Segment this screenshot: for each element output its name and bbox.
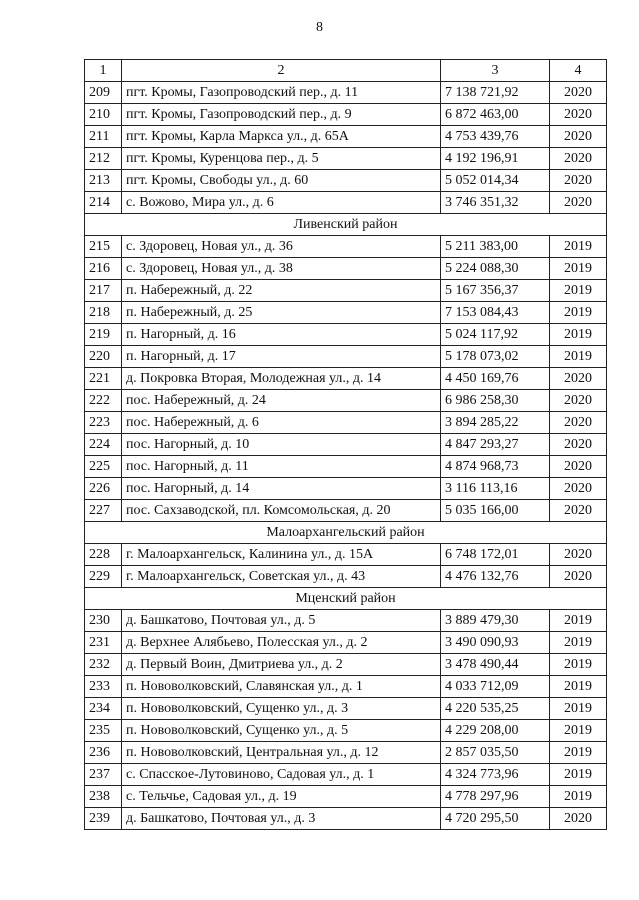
- table-row: [85, 104, 607, 126]
- row-number: 236: [85, 742, 122, 764]
- row-address: п. Набережный, д. 25: [122, 302, 441, 324]
- row-cost: 4 192 196,91: [441, 148, 550, 170]
- table-row: [85, 610, 607, 632]
- row-year: 2020: [550, 148, 607, 170]
- row-address: г. Малоархангельск, Советская ул., д. 43: [122, 566, 441, 588]
- row-address: пос. Нагорный, д. 14: [122, 478, 441, 500]
- row-year: 2020: [550, 170, 607, 192]
- row-number: 228: [85, 544, 122, 566]
- row-cost: 5 024 117,92: [441, 324, 550, 346]
- table-row: [85, 654, 607, 676]
- row-cost: 2 857 035,50: [441, 742, 550, 764]
- row-address: пгт. Кромы, Газопроводский пер., д. 9: [122, 104, 441, 126]
- row-cost: 5 178 073,02: [441, 346, 550, 368]
- row-year: 2019: [550, 720, 607, 742]
- row-address: пгт. Кромы, Карла Маркса ул., д. 65А: [122, 126, 441, 148]
- district-row: [85, 522, 607, 544]
- row-number: 220: [85, 346, 122, 368]
- table-row: [85, 236, 607, 258]
- row-cost: 6 986 258,30: [441, 390, 550, 412]
- row-year: 2019: [550, 302, 607, 324]
- table-row: [85, 434, 607, 456]
- row-year: 2019: [550, 632, 607, 654]
- row-year: 2019: [550, 610, 607, 632]
- row-address: с. Здоровец, Новая ул., д. 38: [122, 258, 441, 280]
- table-row: [85, 720, 607, 742]
- row-cost: 5 224 088,30: [441, 258, 550, 280]
- row-year: 2020: [550, 412, 607, 434]
- row-year: 2019: [550, 280, 607, 302]
- table-row: [85, 170, 607, 192]
- row-address: п. Нововолковский, Сущенко ул., д. 3: [122, 698, 441, 720]
- row-address: п. Набережный, д. 22: [122, 280, 441, 302]
- row-year: 2019: [550, 324, 607, 346]
- row-cost: 4 476 132,76: [441, 566, 550, 588]
- district-row: [85, 214, 607, 236]
- housing-register-table: [84, 59, 607, 830]
- row-address: п. Нововолковский, Центральная ул., д. 12: [122, 742, 441, 764]
- row-address: п. Нововолковский, Сущенко ул., д. 5: [122, 720, 441, 742]
- table-row: [85, 192, 607, 214]
- row-cost: 3 746 351,32: [441, 192, 550, 214]
- row-number: 212: [85, 148, 122, 170]
- row-address: п. Нагорный, д. 16: [122, 324, 441, 346]
- row-address: г. Малоархангельск, Калинина ул., д. 15А: [122, 544, 441, 566]
- row-cost: 4 874 968,73: [441, 456, 550, 478]
- table-row: [85, 808, 607, 830]
- column-header-2: 2: [122, 60, 441, 82]
- table-row: [85, 82, 607, 104]
- table-body: [85, 60, 607, 830]
- row-number: 226: [85, 478, 122, 500]
- row-number: 218: [85, 302, 122, 324]
- row-number: 225: [85, 456, 122, 478]
- table-row: [85, 324, 607, 346]
- row-cost: 4 220 535,25: [441, 698, 550, 720]
- row-number: 239: [85, 808, 122, 830]
- row-year: 2020: [550, 126, 607, 148]
- table-row: [85, 302, 607, 324]
- row-address: д. Башкатово, Почтовая ул., д. 3: [122, 808, 441, 830]
- row-year: 2020: [550, 566, 607, 588]
- table-row: [85, 368, 607, 390]
- row-year: 2020: [550, 500, 607, 522]
- row-address: д. Башкатово, Почтовая ул., д. 5: [122, 610, 441, 632]
- row-cost: 7 153 084,43: [441, 302, 550, 324]
- row-year: 2020: [550, 434, 607, 456]
- row-address: пгт. Кромы, Газопроводский пер., д. 11: [122, 82, 441, 104]
- row-year: 2020: [550, 368, 607, 390]
- row-number: 217: [85, 280, 122, 302]
- row-address: п. Нагорный, д. 17: [122, 346, 441, 368]
- row-year: 2019: [550, 698, 607, 720]
- row-address: с. Тельчье, Садовая ул., д. 19: [122, 786, 441, 808]
- table-row: [85, 742, 607, 764]
- table-row: [85, 478, 607, 500]
- row-address: с. Здоровец, Новая ул., д. 36: [122, 236, 441, 258]
- column-header-3: 3: [441, 60, 550, 82]
- row-year: 2020: [550, 544, 607, 566]
- row-number: 234: [85, 698, 122, 720]
- row-address: пгт. Кромы, Свободы ул., д. 60: [122, 170, 441, 192]
- row-year: 2019: [550, 676, 607, 698]
- table-row: [85, 412, 607, 434]
- page-number: 8: [316, 20, 323, 35]
- row-cost: 4 720 295,50: [441, 808, 550, 830]
- row-address: д. Верхнее Алябьево, Полесская ул., д. 2: [122, 632, 441, 654]
- row-cost: 6 748 172,01: [441, 544, 550, 566]
- table-row: [85, 764, 607, 786]
- row-number: 213: [85, 170, 122, 192]
- row-cost: 5 052 014,34: [441, 170, 550, 192]
- row-number: 237: [85, 764, 122, 786]
- row-address: пгт. Кромы, Куренцова пер., д. 5: [122, 148, 441, 170]
- row-year: 2019: [550, 742, 607, 764]
- table-row: [85, 148, 607, 170]
- row-year: 2020: [550, 390, 607, 412]
- row-address: п. Нововолковский, Славянская ул., д. 1: [122, 676, 441, 698]
- row-number: 215: [85, 236, 122, 258]
- row-address: пос. Нагорный, д. 10: [122, 434, 441, 456]
- row-cost: 4 324 773,96: [441, 764, 550, 786]
- table-row: [85, 456, 607, 478]
- row-number: 235: [85, 720, 122, 742]
- table-row: [85, 676, 607, 698]
- row-number: 233: [85, 676, 122, 698]
- row-cost: 4 450 169,76: [441, 368, 550, 390]
- column-header-row: [85, 60, 607, 82]
- row-number: 210: [85, 104, 122, 126]
- row-address: пос. Нагорный, д. 11: [122, 456, 441, 478]
- row-number: 222: [85, 390, 122, 412]
- district-name: Мценский район: [85, 588, 607, 610]
- row-number: 238: [85, 786, 122, 808]
- row-cost: 7 138 721,92: [441, 82, 550, 104]
- row-address: пос. Набережный, д. 6: [122, 412, 441, 434]
- row-cost: 5 167 356,37: [441, 280, 550, 302]
- row-cost: 3 116 113,16: [441, 478, 550, 500]
- row-cost: 4 033 712,09: [441, 676, 550, 698]
- table-row: [85, 258, 607, 280]
- row-address: д. Первый Воин, Дмитриева ул., д. 2: [122, 654, 441, 676]
- row-cost: 4 753 439,76: [441, 126, 550, 148]
- table-row: [85, 632, 607, 654]
- row-year: 2019: [550, 346, 607, 368]
- table-row: [85, 786, 607, 808]
- row-year: 2019: [550, 764, 607, 786]
- table-row: [85, 126, 607, 148]
- row-number: 224: [85, 434, 122, 456]
- row-year: 2019: [550, 236, 607, 258]
- row-address: пос. Набережный, д. 24: [122, 390, 441, 412]
- row-year: 2019: [550, 258, 607, 280]
- table-row: [85, 544, 607, 566]
- district-row: [85, 588, 607, 610]
- row-year: 2020: [550, 478, 607, 500]
- row-year: 2019: [550, 654, 607, 676]
- row-address: с. Спасское-Лутовиново, Садовая ул., д. 1: [122, 764, 441, 786]
- row-address: с. Вожово, Мира ул., д. 6: [122, 192, 441, 214]
- row-year: 2020: [550, 104, 607, 126]
- row-number: 230: [85, 610, 122, 632]
- table-row: [85, 566, 607, 588]
- row-year: 2020: [550, 192, 607, 214]
- row-cost: 3 894 285,22: [441, 412, 550, 434]
- table-row: [85, 280, 607, 302]
- row-cost: 4 229 208,00: [441, 720, 550, 742]
- row-year: 2020: [550, 456, 607, 478]
- row-number: 211: [85, 126, 122, 148]
- district-name: Ливенский район: [85, 214, 607, 236]
- row-number: 231: [85, 632, 122, 654]
- table-row: [85, 500, 607, 522]
- row-cost: 5 035 166,00: [441, 500, 550, 522]
- row-cost: 3 889 479,30: [441, 610, 550, 632]
- row-number: 232: [85, 654, 122, 676]
- row-year: 2019: [550, 786, 607, 808]
- row-year: 2020: [550, 82, 607, 104]
- row-cost: 3 490 090,93: [441, 632, 550, 654]
- row-year: 2020: [550, 808, 607, 830]
- row-cost: 4 778 297,96: [441, 786, 550, 808]
- row-number: 216: [85, 258, 122, 280]
- row-cost: 5 211 383,00: [441, 236, 550, 258]
- row-number: 219: [85, 324, 122, 346]
- row-number: 227: [85, 500, 122, 522]
- row-address: д. Покровка Вторая, Молодежная ул., д. 14: [122, 368, 441, 390]
- column-header-1: 1: [85, 60, 122, 82]
- row-number: 214: [85, 192, 122, 214]
- table-row: [85, 346, 607, 368]
- row-cost: 6 872 463,00: [441, 104, 550, 126]
- row-cost: 3 478 490,44: [441, 654, 550, 676]
- table-row: [85, 390, 607, 412]
- district-name: Малоархангельский район: [85, 522, 607, 544]
- column-header-4: 4: [550, 60, 607, 82]
- row-number: 221: [85, 368, 122, 390]
- row-cost: 4 847 293,27: [441, 434, 550, 456]
- row-number: 209: [85, 82, 122, 104]
- row-address: пос. Сахзаводской, пл. Комсомольская, д. 20: [122, 500, 441, 522]
- row-number: 229: [85, 566, 122, 588]
- row-number: 223: [85, 412, 122, 434]
- table-row: [85, 698, 607, 720]
